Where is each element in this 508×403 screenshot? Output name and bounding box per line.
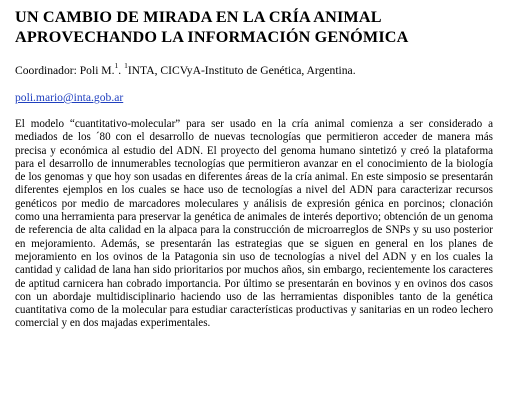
- document-page: [15, 7, 493, 331]
- coordinator-name: Coordinador: Poli M.: [15, 64, 115, 77]
- document-title: [15, 7, 493, 47]
- title-line-1: UN CAMBIO DE MIRADA EN LA CRÍA ANIMAL: [15, 8, 382, 26]
- title-line-2: APROVECHANDO LA INFORMACIÓN GENÓMICA: [15, 28, 409, 46]
- abstract-paragraph: El modelo “cuantitativo-molecular” para ser usado en la cría animal comienza a ser considerado a mediados de los ´80 con el desarrollo de nuevas tecnologías que permitieron acceder de manera más precisa y económica al estudio del ADN. El proyecto del genoma humano sintetizó y creó la plataforma para el desarrollo de innumerables tecnologías que permitieron avanzar en el conocimiento de la biología de los genomas y que hoy son usadas en diferentes áreas de la cría animal. En este simposio se presentarán diferentes ejemplos en los cuales se hace uso de tecnologías a nivel del ADN para caracterizar recursos genéticos por medio de marcadores moleculares y análisis de expresión génica en porcinos; clonación como una herramienta para preservar la genética de animales de interés deportivo; obtención de un genoma de referencia de alta calidad en la alpaca para la construcción de microarreglos de SNPs y su uso posterior en mejoramiento. Además, se presentarán las estrategias que se siguen en general en los planes de mejoramiento en los ovinos de la Patagonia sin uso de tecnologías a nivel del ADN y en los cuales la cantidad y calidad de lana han sido prioritarios por muchos años, sin embargo, recientemente los caracteres de aptitud carnicera han cobrado importancia. Por último se presentarán en bovinos y en ovinos dos casos con un abordaje multidisciplinario haciendo uso de las herramientas disponibles tanto de la genética cuantitativa como de la molecular para estudiar características productivas y sanitarias en un rodeo lechero comercial y en dos majadas experimentales.: [15, 118, 493, 330]
- affiliation-marker: 1: [114, 61, 119, 71]
- email-link[interactable]: poli.mario@inta.gob.ar: [15, 91, 124, 104]
- coordinator-separator: .: [118, 64, 125, 77]
- affiliation-marker-2: 1: [124, 61, 128, 71]
- coordinator-line: [15, 61, 493, 78]
- email-line: [15, 91, 493, 105]
- coordinator-affiliation: INTA, CICVyA-Instituto de Genética, Argentina.: [127, 64, 356, 77]
